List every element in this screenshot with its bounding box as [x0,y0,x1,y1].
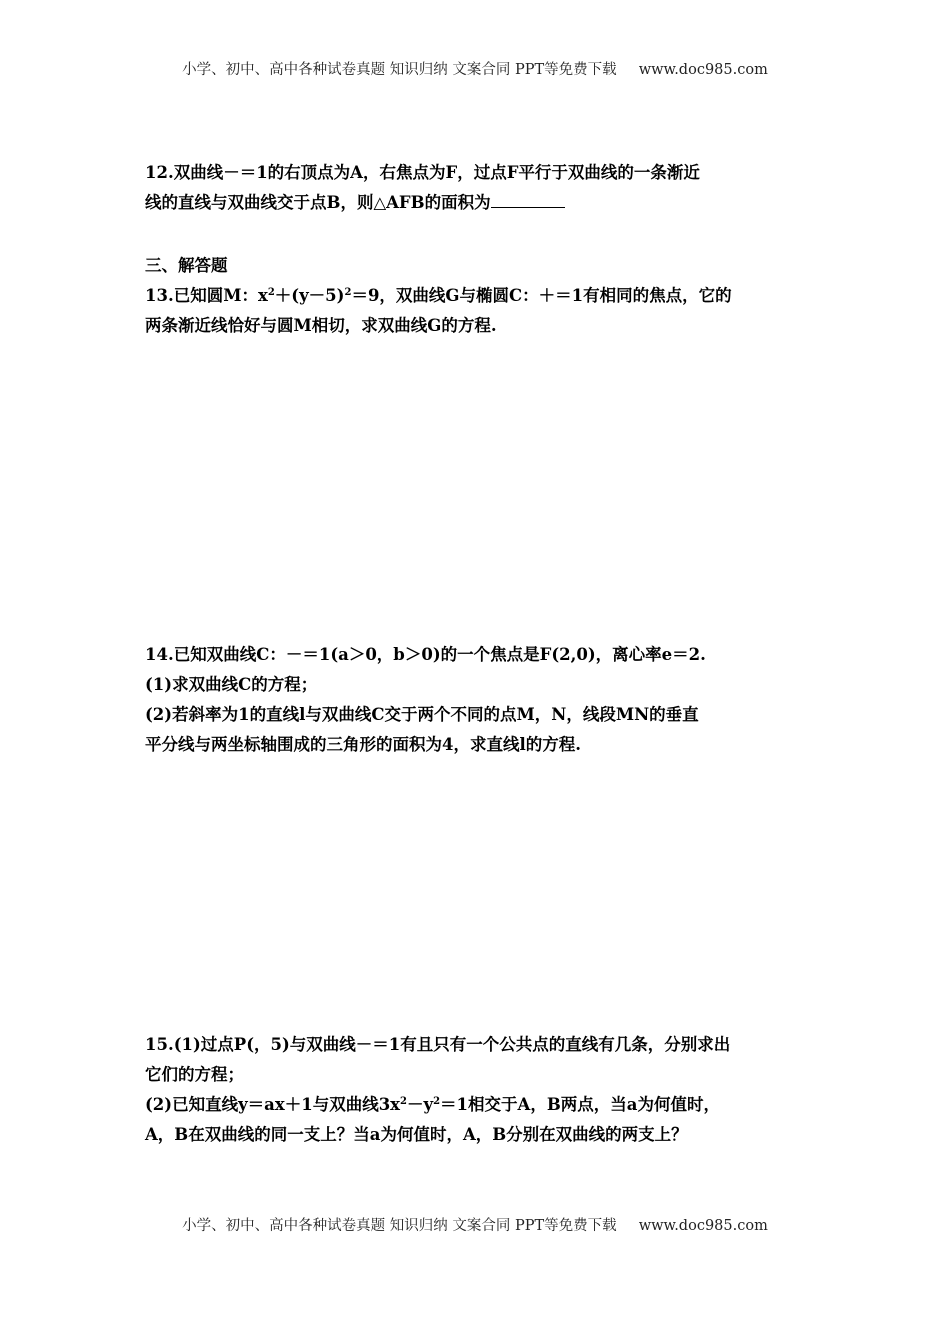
q14-line-3: (2)若斜率为1的直线l与双曲线C交于两个不同的点M，N，线段MN的垂直 [145,705,699,724]
q15-line-2: 它们的方程； [145,1065,244,1084]
answer-blank [491,189,565,208]
q12-line-1: 12.双曲线－＝1的右顶点为A，右焦点为F，过点F平行于双曲线的一条渐近 [145,163,700,182]
footer-text: 小学、初中、高中各种试卷真题 知识归纳 文案合同 PPT等免费下载 [182,1218,617,1234]
q15-line-4: A，B在双曲线的同一支上？当a为何值时，A，B分别在双曲线的两支上？ [145,1125,688,1144]
question-13 [145,281,810,341]
q13-line-1-part-b: ＋(y－5) [274,286,345,305]
footer-url[interactable]: www.doc985.com [638,1218,768,1234]
header-text: 小学、初中、高中各种试卷真题 知识归纳 文案合同 PPT等免费下载 [182,62,617,78]
q15-line-3 [145,1090,810,1120]
q13-line-2: 两条渐近线恰好与圆M相切，求双曲线G的方程. [145,316,497,335]
section-3-title: 三、解答题 [145,256,228,275]
q15-line-3-part-b: －y [406,1095,434,1114]
q13-superscript-2: 2 [344,287,352,298]
q15-line-3-part-a: (2)已知直线y＝ax＋1与双曲线3x [145,1095,401,1114]
q15-line-1: 15.(1)过点P(，5)与双曲线－＝1有且只有一个公共点的直线有几条，分别求出 [145,1035,731,1054]
q15-line-3-part-c: ＝1相交于A，B两点，当a为何值时， [440,1095,720,1114]
page-header [0,58,950,79]
header-url[interactable]: www.doc985.com [638,62,768,78]
q13-line-1 [145,281,810,311]
q15-superscript-1: 2 [400,1096,407,1107]
question-12 [145,158,810,218]
q14-line-2: (1)求双曲线C的方程； [145,675,318,694]
q13-line-1-part-c: ＝9，双曲线G与椭圆C：＋＝1有相同的焦点，它的 [351,286,732,305]
q15-superscript-2: 2 [433,1096,441,1107]
question-15 [145,1030,810,1150]
q14-line-1: 14.已知双曲线C：－＝1(a＞0，b＞0)的一个焦点是F(2,0)，离心率e＝2. [145,645,706,664]
q12-line-2-text: 线的直线与双曲线交于点B，则△AFB的面积为 [145,193,491,212]
q13-superscript-1: 2 [267,287,275,298]
section-3-heading [145,251,810,281]
q12-line-2 [145,188,810,218]
question-14 [145,640,810,760]
q14-line-4: 平分线与两坐标轴围成的三角形的面积为4，求直线l的方程. [145,735,581,754]
q13-line-1-part-a: 13.已知圆M：x [145,286,268,305]
page-footer [0,1214,950,1235]
